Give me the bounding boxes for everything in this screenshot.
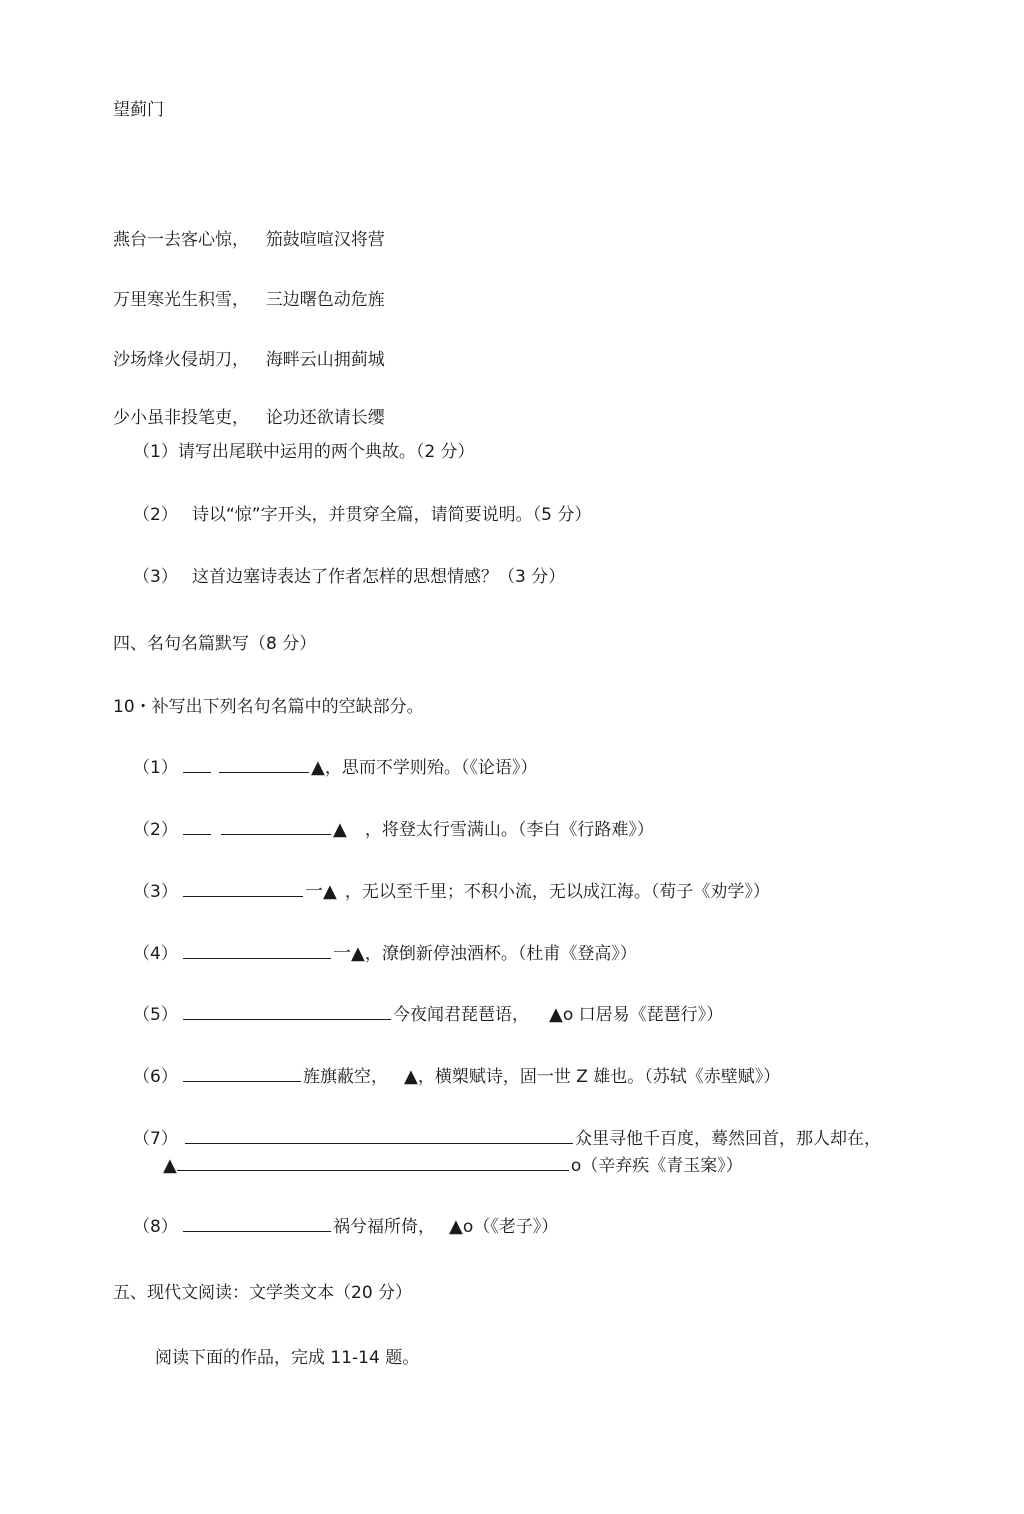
item-text: o（《老子》） [462, 1217, 559, 1237]
poem-line-first: 万里寒光生积雪， [113, 290, 249, 310]
poem-line-first: 沙场烽火侵胡刀， [113, 350, 249, 370]
answer-blank[interactable] [183, 755, 211, 773]
answer-marker: ▲ [549, 1004, 563, 1025]
answer-blank[interactable] [183, 1064, 301, 1082]
poem-line-second: 三边曙色动危旌 [265, 290, 385, 310]
question-text: 这首边塞诗表达了作者怎样的思想情感？（3 分） [192, 567, 566, 587]
item-number: （7） [133, 1129, 178, 1149]
section-heading: 五、现代文阅读：文学类文本（20 分） [113, 1283, 413, 1303]
answer-blank[interactable] [221, 817, 331, 835]
fill-item [133, 817, 654, 842]
item-text: 旌旗蔽空， [303, 1067, 388, 1087]
fill-item [133, 1064, 780, 1089]
item-text: ，潦倒新停浊酒杯。（杜甫《登高》） [364, 944, 637, 964]
answer-marker: ▲ [333, 819, 347, 840]
answer-blank[interactable] [183, 1214, 331, 1232]
poem-title: 望蓟门 [113, 100, 164, 120]
section-heading: 四、名句名篇默写（8 分） [113, 634, 317, 654]
question-text: 请写出尾联中运用的两个典故。（2 分） [177, 442, 475, 462]
poem-line [113, 228, 385, 252]
poem-line-second: 笳鼓喧喧汉将营 [265, 230, 385, 250]
poem-line [113, 348, 385, 372]
question-number: （3） [133, 567, 178, 587]
answer-marker: ▲ [311, 757, 325, 778]
question-number: （2） [133, 505, 178, 525]
item-text: 众里寻他千百度，蓦然回首，那人却在， [575, 1129, 881, 1149]
fill-item [133, 879, 770, 904]
item-text: ，将登太行雪满山。（李白《行路难》） [364, 820, 654, 840]
item-text: o 口居易《琵琶行》） [562, 1005, 724, 1025]
answer-blank[interactable] [177, 1153, 569, 1171]
answer-blank[interactable] [183, 879, 303, 897]
poem-question [133, 503, 591, 527]
item-number: （8） [133, 1217, 178, 1237]
poem-question [133, 565, 565, 589]
answer-marker: 一▲ [333, 943, 365, 964]
poem-line [113, 406, 385, 430]
answer-blank[interactable] [219, 755, 309, 773]
item-text: o（辛弃疾《青玉案》） [570, 1156, 743, 1176]
poem-line [113, 288, 385, 312]
answer-marker: 一▲ [305, 881, 337, 902]
answer-blank[interactable] [183, 941, 331, 959]
item-text: ，无以至千里；不积小流，无以成江海。（荀子《劝学》） [344, 882, 770, 902]
answer-marker: ▲ [404, 1066, 418, 1087]
item-text: 今夜闻君琵琶语， [393, 1005, 529, 1025]
poem-line-second: 论功还欲请长缨 [265, 408, 385, 428]
answer-blank[interactable] [183, 817, 211, 835]
section-instruction: 10・补写出下列名句名篇中的空缺部分。 [113, 697, 424, 717]
item-number: （1） [133, 758, 178, 778]
fill-item [133, 1126, 881, 1151]
answer-blank[interactable] [183, 1002, 391, 1020]
poem-line-first: 燕台一去客心惊， [113, 230, 249, 250]
poem-question [133, 440, 475, 464]
poem-line-second: 海畔云山拥蓟城 [265, 350, 385, 370]
item-number: （4） [133, 944, 178, 964]
answer-marker: ▲ [163, 1155, 177, 1176]
item-text: 祸兮福所倚， [333, 1217, 435, 1237]
fill-item [133, 1214, 558, 1239]
answer-blank[interactable] [185, 1126, 573, 1144]
fill-item [133, 755, 537, 780]
item-number: （6） [133, 1067, 178, 1087]
item-text: ，横槊赋诗，固一世 Z 雄也。（苏轼《赤壁赋》） [417, 1067, 781, 1087]
answer-marker: ▲ [449, 1216, 463, 1237]
item-number: （3） [133, 882, 178, 902]
item-number: （2） [133, 820, 178, 840]
fill-item-continuation [163, 1153, 743, 1178]
fill-item [133, 941, 637, 966]
fill-item [133, 1002, 723, 1027]
poem-line-first: 少小虽非投笔吏， [113, 408, 249, 428]
item-number: （5） [133, 1005, 178, 1025]
item-text: ，思而不学则殆。（《论语》） [324, 758, 538, 778]
question-number: （1） [133, 442, 178, 462]
question-text: 诗以“惊”字开头，并贯穿全篇，请简要说明。（5 分） [192, 505, 592, 525]
section-instruction: 阅读下面的作品，完成 11-14 题。 [155, 1348, 420, 1368]
